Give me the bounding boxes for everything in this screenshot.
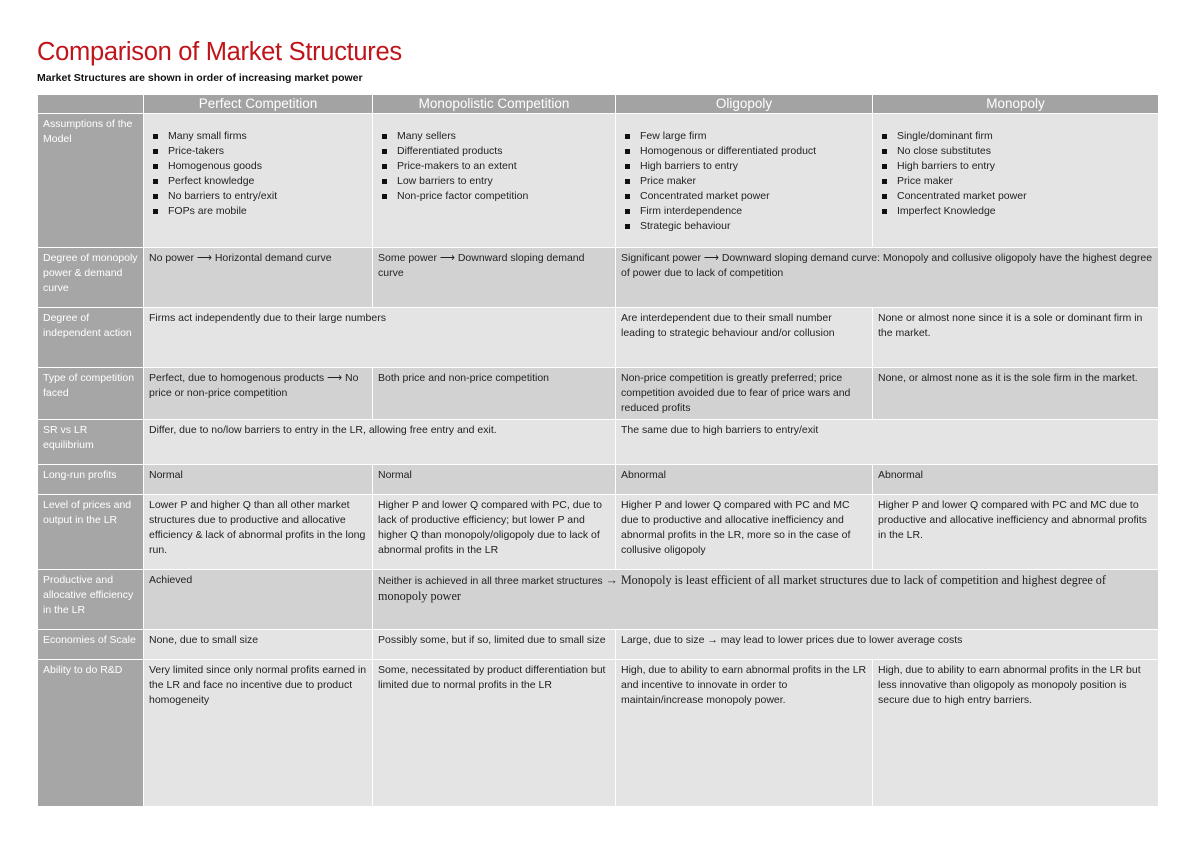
cell-competition-mc: Both price and non-price competition	[373, 368, 616, 420]
cell-rnd-oligopoly: High, due to ability to earn abnormal profits in the LR and incentive to innovate in order to maintain/increase monopoly power.	[616, 660, 873, 807]
row-label-efficiency: Productive and allocative efficiency in the LR	[38, 570, 144, 630]
cell-independence-pc-mc: Firms act independently due to their large numbers	[144, 308, 616, 368]
list-item: Perfect knowledge	[149, 174, 367, 189]
row-label-prices-output: Level of prices and output in the LR	[38, 495, 144, 570]
cell-prices-mc: Higher P and lower Q compared with PC, due to lack of productive efficiency; but lower P and higher Q than monopoly/oligopoly due to lack of abnormal profits in the LR	[373, 495, 616, 570]
row-label-assumptions: Assumptions of the Model	[38, 114, 144, 248]
list-item: Homogenous goods	[149, 159, 367, 174]
cell-power-pc: No power ⟶ Horizontal demand curve	[144, 248, 373, 308]
row-label-long-run-profits: Long-run profits	[38, 465, 144, 495]
assumptions-pc-list	[149, 129, 367, 219]
cell-equilibrium-olig-mono: The same due to high barriers to entry/exit	[616, 420, 1159, 465]
row-assumptions	[38, 114, 1159, 248]
assumptions-mc-list	[378, 129, 610, 204]
cell-rnd-pc: Very limited since only normal profits earned in the LR and face no incentive due to product homogeneity	[144, 660, 373, 807]
list-item: Concentrated market power	[878, 189, 1153, 204]
list-item: Low barriers to entry	[378, 174, 610, 189]
cell-profits-oligopoly: Abnormal	[616, 465, 873, 495]
cell-prices-pc: Lower P and higher Q than all other market structures due to productive and allocative efficiency & lack of abnormal profits in the long run.	[144, 495, 373, 570]
list-item: Strategic behaviour	[621, 219, 867, 234]
row-label-rnd: Ability to do R&D	[38, 660, 144, 807]
cell-competition-monopoly: None, or almost none as it is the sole firm in the market.	[873, 368, 1159, 420]
page-title: Comparison of Market Structures	[37, 38, 402, 66]
cell-rnd-monopoly: High, due to ability to earn abnormal profits in the LR but less innovative than oligopoly as monopoly position is secure due to high entry barriers.	[873, 660, 1159, 807]
row-label-independent-action: Degree of independent action	[38, 308, 144, 368]
comparison-table	[37, 94, 1159, 807]
cell-scale-olig-mono: Large, due to size → may lead to lower prices due to lower average costs	[616, 630, 1159, 660]
list-item: High barriers to entry	[878, 159, 1153, 174]
cell-scale-mc: Possibly some, but if so, limited due to small size	[373, 630, 616, 660]
list-item: Many sellers	[378, 129, 610, 144]
assumptions-monopoly-list	[878, 129, 1153, 219]
header-corner	[38, 95, 144, 114]
list-item: Single/dominant firm	[878, 129, 1153, 144]
cell-independence-oligopoly: Are interdependent due to their small number leading to strategic behaviour and/or collusion	[616, 308, 873, 368]
row-rnd	[38, 660, 1159, 807]
efficiency-text-a: Neither is achieved in all three market structures	[378, 575, 606, 587]
cell-competition-pc: Perfect, due to homogenous products ⟶ No price or non-price competition	[144, 368, 373, 420]
cell-profits-monopoly: Abnormal	[873, 465, 1159, 495]
page-subtitle: Market Structures are shown in order of increasing market power	[37, 72, 363, 84]
header-monopoly: Monopoly	[873, 95, 1159, 114]
row-independent-action	[38, 308, 1159, 368]
cell-competition-oligopoly: Non-price competition is greatly preferred; price competition avoided due to fear of price wars and reduced profits	[616, 368, 873, 420]
list-item: Firm interdependence	[621, 204, 867, 219]
cell-assumptions-oligopoly	[616, 114, 873, 248]
cell-independence-monopoly: None or almost none since it is a sole or dominant firm in the market.	[873, 308, 1159, 368]
list-item: Homogenous or differentiated product	[621, 144, 867, 159]
cell-profits-mc: Normal	[373, 465, 616, 495]
row-economies-of-scale	[38, 630, 1159, 660]
cell-equilibrium-pc-mc: Differ, due to no/low barriers to entry in the LR, allowing free entry and exit.	[144, 420, 616, 465]
header-perfect-competition: Perfect Competition	[144, 95, 373, 114]
cell-profits-pc: Normal	[144, 465, 373, 495]
list-item: Price-makers to an extent	[378, 159, 610, 174]
row-label-monopoly-power: Degree of monopoly power & demand curve	[38, 248, 144, 308]
list-item: Few large firm	[621, 129, 867, 144]
list-item: No close substitutes	[878, 144, 1153, 159]
header-monopolistic-competition: Monopolistic Competition	[373, 95, 616, 114]
cell-scale-pc: None, due to small size	[144, 630, 373, 660]
list-item: Price-takers	[149, 144, 367, 159]
row-prices-output	[38, 495, 1159, 570]
list-item: Many small firms	[149, 129, 367, 144]
assumptions-oligopoly-list	[621, 129, 867, 234]
cell-prices-monopoly: Higher P and lower Q compared with PC and MC due to productive and allocative inefficiency and abnormal profits in the LR.	[873, 495, 1159, 570]
list-item: Price maker	[878, 174, 1153, 189]
cell-rnd-mc: Some, necessitated by product differentiation but limited due to normal profits in the LR	[373, 660, 616, 807]
list-item: Imperfect Knowledge	[878, 204, 1153, 219]
header-oligopoly: Oligopoly	[616, 95, 873, 114]
list-item: Concentrated market power	[621, 189, 867, 204]
list-item: Non-price factor competition	[378, 189, 610, 204]
row-equilibrium	[38, 420, 1159, 465]
row-monopoly-power	[38, 248, 1159, 308]
efficiency-text-b: → Monopoly is least efficient of all market structures due to lack of competition and highest degree of monopoly power	[378, 573, 1106, 603]
cell-power-olig-mono: Significant power ⟶ Downward sloping demand curve: Monopoly and collusive oligopoly have the highest degree of power due to lack of competition	[616, 248, 1159, 308]
cell-assumptions-pc	[144, 114, 373, 248]
row-label-equilibrium: SR vs LR equilibrium	[38, 420, 144, 465]
cell-efficiency-pc: Achieved	[144, 570, 373, 630]
row-long-run-profits	[38, 465, 1159, 495]
cell-assumptions-mc	[373, 114, 616, 248]
cell-efficiency-others	[373, 570, 1159, 630]
row-label-economies-of-scale: Economies of Scale	[38, 630, 144, 660]
row-efficiency	[38, 570, 1159, 630]
list-item: Price maker	[621, 174, 867, 189]
list-item: FOPs are mobile	[149, 204, 367, 219]
row-label-competition: Type of competition faced	[38, 368, 144, 420]
cell-power-mc: Some power ⟶ Downward sloping demand curve	[373, 248, 616, 308]
list-item: No barriers to entry/exit	[149, 189, 367, 204]
header-row	[38, 95, 1159, 114]
row-competition	[38, 368, 1159, 420]
list-item: High barriers to entry	[621, 159, 867, 174]
cell-assumptions-monopoly	[873, 114, 1159, 248]
list-item: Differentiated products	[378, 144, 610, 159]
cell-prices-oligopoly: Higher P and lower Q compared with PC and MC due to productive and allocative inefficiency and abnormal profits in the LR, more so in the case of collusive oligopoly	[616, 495, 873, 570]
